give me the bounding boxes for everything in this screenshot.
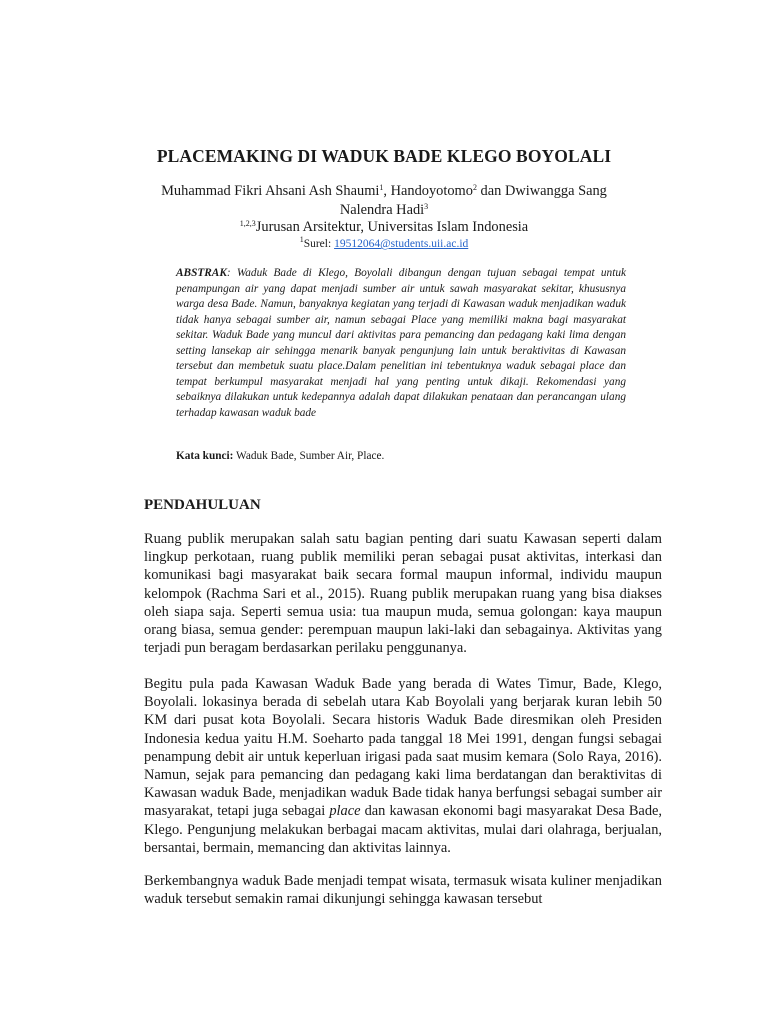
body-paragraph: Ruang publik merupakan salah satu bagian penting dari suatu Kawasan seperti dalam lingkup perkotaan, ruang publik memiliki peran sebagai pusat aktivitas, interkasi dan komunikasi bagi masyarakat baik secara formal maupun informal, individu maupun kelompok (Rachma Sari et al., 2015). Ruang publik merupakan ruang yang bisa diakses oleh siapa saja. Seperti semua usia: tua maupun muda, semua golongan: kaya maupun orang biasa, semua gender: perempuan maupun laki-laki dan sebagainya. Aktivitas yang terjadi pun beragam berdasarkan perilaku penggunanya. <box>144 531 662 657</box>
author-separator: dan <box>476 183 505 199</box>
abstract-block <box>176 266 626 421</box>
paragraph-text: dan kawasan ekonomi bagi masyarakat Desa Bade, Klego. Pengunjung melakukan berbagai macam aktivitas, mulai dari olahraga, berjualan, bersantai, bermain, memancing dan aktivitas lainnya. <box>144 803 662 856</box>
author-name: Dwiwangga Sang Nalendra Hadi <box>339 183 607 218</box>
author-superscript: 3 <box>424 201 429 211</box>
body-paragraph: Berkembangnya waduk Bade menjadi tempat wisata, termasuk wisata kuliner menjadikan waduk tersebut semakin ramai dikunjungi sehingga kawasan tersebut <box>144 873 662 908</box>
emphasis-term: place <box>329 803 361 820</box>
email-superscript: 1 <box>299 235 304 244</box>
body-paragraph <box>144 675 662 857</box>
abstract-label: ABSTRAK <box>176 267 227 279</box>
author-superscript: 2 <box>472 183 477 192</box>
author-name: Muhammad Fikri Ahsani Ash Shaumi <box>161 183 380 199</box>
affiliation-text: Jurusan Arsitektur, Universitas Islam Indonesia <box>255 219 529 235</box>
paper-title: PLACEMAKING DI WADUK BADE KLEGO BOYOLALI <box>156 146 612 166</box>
email-link[interactable]: 19512064@students.uii.ac.id <box>334 238 469 250</box>
author-separator: , <box>383 183 391 199</box>
email-label: Surel: <box>303 238 335 250</box>
keywords-label: Kata kunci: <box>176 450 234 462</box>
paragraph-text: Begitu pula pada Kawasan Waduk Bade yang berada di Wates Timur, Bade, Klego, Boyolali. lokasinya berada di sebelah utara Kab Boyolali yang berjarak kuran lebih 50 KM dari pusat kota Boyolali. Secara historis Waduk Bade diresmikan oleh Presiden Indonesia kedua yaitu H.M. Soeharto pada tanggal 18 Mei 1991, dengan fungsi sebagai penampung debit air untuk keperluan irigasi pada saat musim kemara (Solo Raya, 2016). Namun, sejak para pemancing dan pedagang kaki lima berdatangan dan beraktivitas di Kawasan waduk Bade, menjadikan waduk Bade tidak hanya berfungsi sebagai sumber air masyarakat, tetapi juga sebagai <box>144 676 662 820</box>
keywords-text: Waduk Bade, Sumber Air, Place. <box>233 450 385 462</box>
author-name: Handoyotomo <box>390 183 473 199</box>
author-superscript: 1 <box>379 183 384 192</box>
author-list <box>150 182 618 219</box>
section-heading: PENDAHULUAN <box>144 497 261 513</box>
keywords-line <box>176 450 626 462</box>
email-line <box>0 235 768 250</box>
abstract-text: : Waduk Bade di Klego, Boyolali dibangun dengan tujuan sebagai tempat untuk penampungan air yang dapat menjadi sumber air untuk sawah masyarakat sekitar, khususnya warga desa Bade. Namun, banyaknya kegiatan yang terjadi di Kawasan waduk menjadikan waduk tidak hanya sebagai sumber air, namun sebagai Place yang memiliki makna bagi masyarakat sekitar. Waduk Bade yang muncul dari aktivitas para pemancing dan pedagang kaki lima dengan setting lansekap air sehingga menarik banyak pengunjung lain untuk beraktivitas di Kawasan tersebut dan membetuk suatu place.Dalam penelitian ini tebentuknya waduk sebagai place dan tempat berkumpul masyarakat menjadi hal yang penting untuk dikaji. Rekomendasi yang sebaiknya dilakukan untuk kedepannya adalah dapat dilakukan penataan dan perancangan ulang terhadap kawasan waduk bade <box>176 267 626 419</box>
affiliation <box>0 219 768 236</box>
affiliation-superscript: 1,2,3 <box>239 219 256 228</box>
